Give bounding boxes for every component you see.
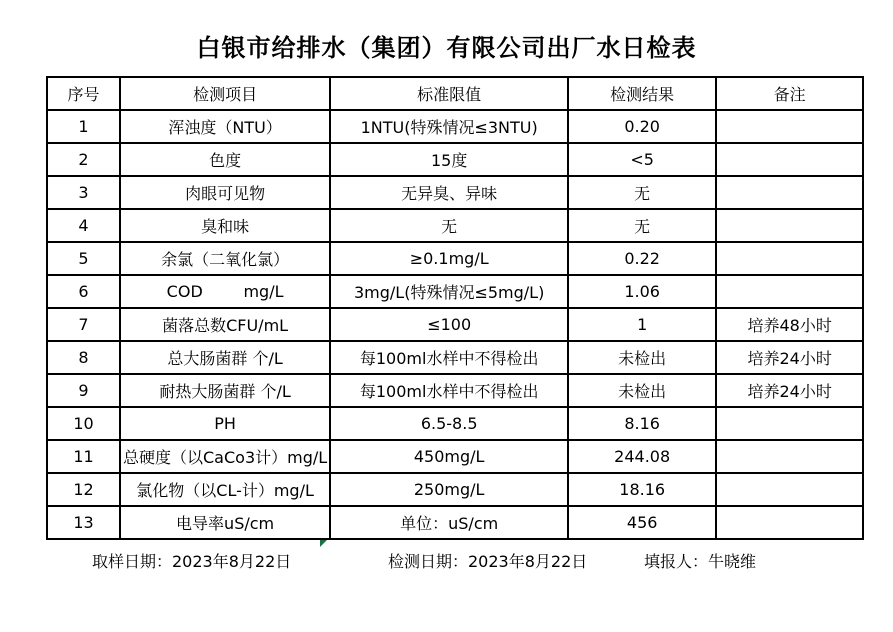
row-number-cell: 11 xyxy=(47,440,120,473)
table-cell: ≤100 xyxy=(330,308,568,341)
table-cell: 单位：uS/cm xyxy=(330,506,568,539)
table-cell: 未检出 xyxy=(568,341,716,374)
table-cell: 每100ml水样中不得检出 xyxy=(330,341,568,374)
table-header-row xyxy=(47,77,863,110)
table-cell: 1 xyxy=(568,308,716,341)
table-cell: 电导率uS/cm xyxy=(120,506,330,539)
table-cell: 培养48小时 xyxy=(716,308,863,341)
column-header: 序号 xyxy=(47,77,120,110)
table-cell: 15度 xyxy=(330,143,568,176)
table-row xyxy=(47,374,863,407)
table-cell: 氯化物（以CL-计）mg/L xyxy=(120,473,330,506)
table-row xyxy=(47,143,863,176)
row-number-cell: 8 xyxy=(47,341,120,374)
table-cell: 色度 xyxy=(120,143,330,176)
row-number-cell: 1 xyxy=(47,110,120,143)
row-number-cell: 9 xyxy=(47,374,120,407)
table-cell: 耐热大肠菌群 个/L xyxy=(120,374,330,407)
table-cell: 0.20 xyxy=(568,110,716,143)
daily-inspection-table xyxy=(46,76,864,540)
table-cell xyxy=(716,242,863,275)
test-date-text: 检测日期：2023年8月22日 xyxy=(388,552,588,571)
table-row xyxy=(47,209,863,242)
table-cell: 250mg/L xyxy=(330,473,568,506)
column-header: 检测结果 xyxy=(568,77,716,110)
table-row xyxy=(47,275,863,308)
table-cell: 3mg/L(特殊情况≤5mg/L) xyxy=(330,275,568,308)
table-cell: 余氯（二氧化氯） xyxy=(120,242,330,275)
row-number-cell: 6 xyxy=(47,275,120,308)
table-cell: 总硬度（以CaCo3计）mg/L xyxy=(120,440,330,473)
row-number-cell: 2 xyxy=(47,143,120,176)
table-cell: 浑浊度（NTU） xyxy=(120,110,330,143)
table-row xyxy=(47,473,863,506)
row-number-cell: 7 xyxy=(47,308,120,341)
green-bottom-marker-icon xyxy=(320,540,327,547)
row-number-cell: 10 xyxy=(47,407,120,440)
table-cell xyxy=(716,176,863,209)
row-number-cell: 5 xyxy=(47,242,120,275)
table-cell: 18.16 xyxy=(568,473,716,506)
table-cell: 培养24小时 xyxy=(716,374,863,407)
table-cell: 每100ml水样中不得检出 xyxy=(330,374,568,407)
column-header: 标准限值 xyxy=(330,77,568,110)
table-cell: 0.22 xyxy=(568,242,716,275)
table-cell: 未检出 xyxy=(568,374,716,407)
row-number-cell: 12 xyxy=(47,473,120,506)
column-header: 备注 xyxy=(716,77,863,110)
table-cell xyxy=(716,473,863,506)
table-row xyxy=(47,341,863,374)
column-header: 检测项目 xyxy=(120,77,330,110)
reporter-text: 填报人：牛晓维 xyxy=(644,552,757,571)
table-cell: 244.08 xyxy=(568,440,716,473)
table-cell xyxy=(716,506,863,539)
table-cell xyxy=(716,110,863,143)
page-title: 白银市给排水（集团）有限公司出厂水日检表 xyxy=(196,34,697,62)
row-number-cell: 4 xyxy=(47,209,120,242)
table-cell: 臭和味 xyxy=(120,209,330,242)
table-row xyxy=(47,176,863,209)
table-cell: 8.16 xyxy=(568,407,716,440)
table-cell: 无 xyxy=(330,209,568,242)
table-cell xyxy=(716,407,863,440)
table-cell: 无异臭、异味 xyxy=(330,176,568,209)
table-cell: 450mg/L xyxy=(330,440,568,473)
table-cell: 总大肠菌群 个/L xyxy=(120,341,330,374)
table-cell: 456 xyxy=(568,506,716,539)
table-cell: 无 xyxy=(568,209,716,242)
table-row xyxy=(47,308,863,341)
row-number-cell: 3 xyxy=(47,176,120,209)
table-cell: PH xyxy=(120,407,330,440)
table-cell xyxy=(716,143,863,176)
table-cell: ≥0.1mg/L xyxy=(330,242,568,275)
table-cell: COD mg/L xyxy=(120,275,330,308)
table-cell: 6.5-8.5 xyxy=(330,407,568,440)
table-row xyxy=(47,242,863,275)
table-cell: 无 xyxy=(568,176,716,209)
table-cell: 1NTU(特殊情况≤3NTU) xyxy=(330,110,568,143)
table-cell: 菌落总数CFU/mL xyxy=(120,308,330,341)
table-cell: 1.06 xyxy=(568,275,716,308)
table-body xyxy=(47,110,863,539)
table-row xyxy=(47,440,863,473)
table-cell xyxy=(716,440,863,473)
table-cell: 肉眼可见物 xyxy=(120,176,330,209)
table-row xyxy=(47,506,863,539)
table-cell xyxy=(716,275,863,308)
table-row xyxy=(47,110,863,143)
row-number-cell: 13 xyxy=(47,506,120,539)
table-row xyxy=(47,407,863,440)
table-cell xyxy=(716,209,863,242)
table-cell: <5 xyxy=(568,143,716,176)
sample-date-text: 取样日期：2023年8月22日 xyxy=(92,552,292,571)
table-cell: 培养24小时 xyxy=(716,341,863,374)
